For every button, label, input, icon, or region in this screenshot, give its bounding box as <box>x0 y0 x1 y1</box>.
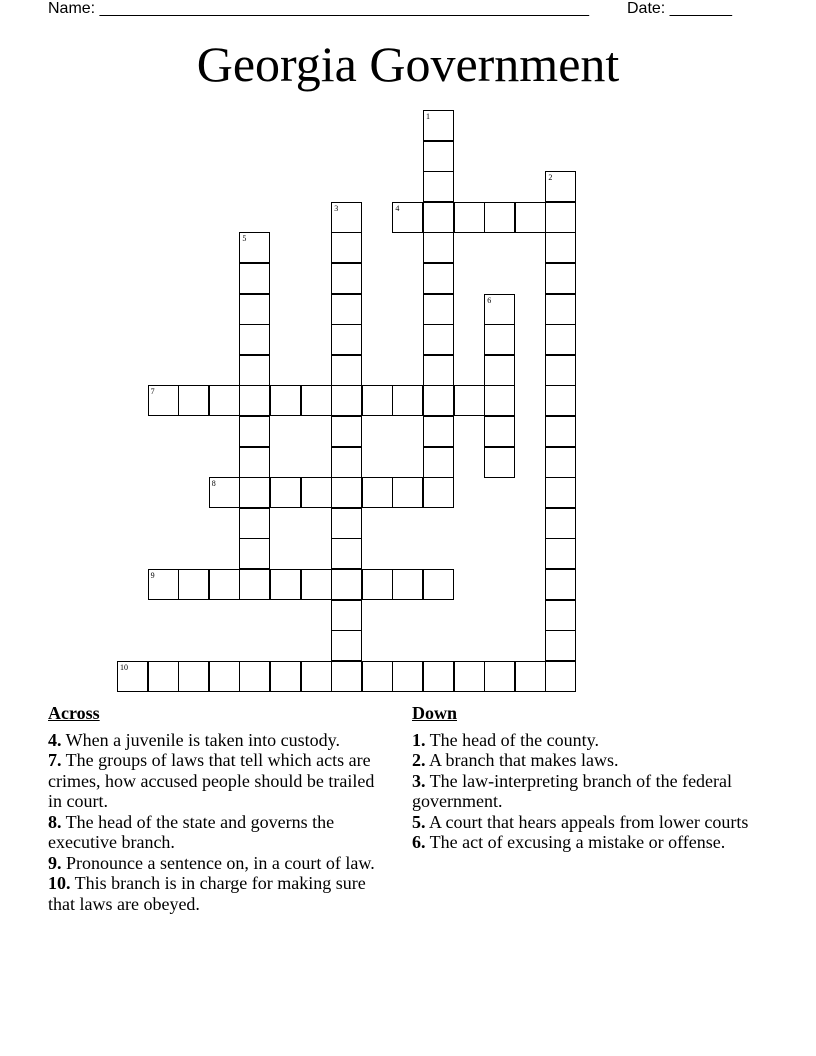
grid-cell[interactable] <box>423 263 454 294</box>
down-heading: Down <box>412 703 458 723</box>
grid-cell[interactable] <box>331 477 362 508</box>
grid-cell[interactable] <box>423 171 454 202</box>
grid-cell[interactable] <box>270 661 301 692</box>
clue-text: The law-interpreting branch of the federal government. <box>412 770 733 811</box>
grid-cell[interactable] <box>331 569 362 600</box>
cell-number: 6 <box>487 295 492 305</box>
grid-cell[interactable] <box>423 355 454 386</box>
grid-cell[interactable] <box>178 569 209 600</box>
grid-cell[interactable] <box>423 447 454 478</box>
grid-cell[interactable] <box>392 569 423 600</box>
grid-cell[interactable] <box>545 538 576 569</box>
grid-cell[interactable] <box>209 477 240 508</box>
grid-cell[interactable] <box>362 477 393 508</box>
grid-cell[interactable] <box>454 661 485 692</box>
grid-cell[interactable] <box>545 232 576 263</box>
grid-cell[interactable] <box>545 477 576 508</box>
grid-cell[interactable] <box>423 294 454 325</box>
clue-text: A branch that makes laws. <box>425 750 619 770</box>
grid-cell[interactable] <box>270 385 301 416</box>
date-field-label: Date: _______ <box>627 0 732 17</box>
grid-cell[interactable] <box>454 385 485 416</box>
grid-cell[interactable] <box>545 630 576 661</box>
grid-cell[interactable] <box>423 661 454 692</box>
grid-cell[interactable] <box>545 171 576 202</box>
grid-cell[interactable] <box>545 569 576 600</box>
grid-cell[interactable] <box>239 477 270 508</box>
grid-cell[interactable] <box>545 355 576 386</box>
grid-cell[interactable] <box>331 538 362 569</box>
grid-cell[interactable] <box>545 416 576 447</box>
grid-cell[interactable] <box>331 385 362 416</box>
grid-cell[interactable] <box>545 600 576 631</box>
grid-cell[interactable] <box>545 202 576 233</box>
cell-number: 1 <box>426 112 430 121</box>
grid-cell[interactable] <box>331 232 362 263</box>
grid-cell[interactable] <box>178 661 209 692</box>
grid-cell[interactable] <box>239 324 270 355</box>
across-clue-7 <box>48 750 388 812</box>
grid-cell[interactable] <box>392 661 423 692</box>
cell-number: 5 <box>242 234 247 244</box>
cell-number: 4 <box>395 203 400 213</box>
grid-cell[interactable] <box>239 232 270 263</box>
grid-cell[interactable] <box>331 202 362 233</box>
clue-number: 1. <box>412 729 426 750</box>
cell-number: 2 <box>548 173 553 183</box>
grid-cell[interactable] <box>423 477 454 508</box>
grid-cell[interactable] <box>148 569 179 600</box>
grid-cell[interactable] <box>484 661 515 692</box>
grid-cell[interactable] <box>270 569 301 600</box>
grid-cell[interactable] <box>423 232 454 263</box>
grid-cell[interactable] <box>331 630 362 661</box>
clue-number: 7. <box>48 750 62 770</box>
grid-cell[interactable] <box>239 294 270 325</box>
across-clue-9 <box>48 853 388 874</box>
grid-cell[interactable] <box>239 538 270 569</box>
grid-cell[interactable] <box>239 569 270 600</box>
grid-cell[interactable] <box>423 202 454 233</box>
grid-cell[interactable] <box>545 661 576 692</box>
grid-cell[interactable] <box>239 355 270 386</box>
grid-cell[interactable] <box>301 661 332 692</box>
grid-cell[interactable] <box>423 569 454 600</box>
grid-cell[interactable] <box>484 447 515 478</box>
clue-number: 4. <box>48 729 62 750</box>
grid-cell[interactable] <box>209 569 240 600</box>
grid-cell[interactable] <box>423 416 454 447</box>
across-clue-4 <box>48 730 388 751</box>
clue-number: 6. <box>412 832 426 852</box>
grid-cell[interactable] <box>362 569 393 600</box>
down-clue-5 <box>412 812 752 833</box>
grid-cell[interactable] <box>545 294 576 325</box>
grid-cell[interactable] <box>301 569 332 600</box>
grid-cell[interactable] <box>239 263 270 294</box>
grid-cell[interactable] <box>545 447 576 478</box>
grid-cell[interactable] <box>515 202 546 233</box>
grid-cell[interactable] <box>392 385 423 416</box>
clue-number: 5. <box>412 811 426 832</box>
cell-number: 10 <box>120 662 128 672</box>
grid-cell[interactable] <box>392 202 423 233</box>
grid-cell[interactable] <box>148 661 179 692</box>
clue-number: 2. <box>412 750 426 770</box>
grid-cell[interactable] <box>239 385 270 416</box>
grid-cell[interactable] <box>331 355 362 386</box>
grid-cell[interactable] <box>423 385 454 416</box>
clue-text: The act of excusing a mistake or offense. <box>425 832 726 852</box>
clue-text: The head of the county. <box>425 729 599 750</box>
grid-cell[interactable] <box>331 447 362 478</box>
clue-text: When a juvenile is taken into custody. <box>61 729 340 750</box>
grid-cell[interactable] <box>331 294 362 325</box>
grid-cell[interactable] <box>484 324 515 355</box>
grid-cell[interactable] <box>239 508 270 539</box>
across-clues <box>48 703 388 914</box>
grid-cell[interactable] <box>423 141 454 172</box>
grid-cell[interactable] <box>239 447 270 478</box>
grid-cell[interactable] <box>270 477 301 508</box>
grid-cell[interactable] <box>331 661 362 692</box>
grid-cell[interactable] <box>545 508 576 539</box>
grid-cell[interactable] <box>117 661 148 692</box>
grid-cell[interactable] <box>454 202 485 233</box>
grid-cell[interactable] <box>484 202 515 233</box>
name-field-label: Name: _______________________________________________________ <box>48 0 589 17</box>
across-clue-10 <box>48 873 388 914</box>
grid-cell[interactable] <box>545 263 576 294</box>
cell-number: 3 <box>334 203 339 213</box>
grid-cell[interactable] <box>484 355 515 386</box>
grid-cell[interactable] <box>148 385 179 416</box>
grid-cell[interactable] <box>209 661 240 692</box>
clue-number: 10. <box>48 873 71 893</box>
grid-cell[interactable] <box>362 385 393 416</box>
puzzle-title: Georgia Government <box>196 36 620 92</box>
grid-cell[interactable] <box>484 294 515 325</box>
grid-cell[interactable] <box>301 477 332 508</box>
clue-number: 9. <box>48 852 62 873</box>
clue-text: Pronounce a sentence on, in a court of law. <box>61 852 375 873</box>
cell-number: 8 <box>211 479 216 489</box>
grid-cell[interactable] <box>331 508 362 539</box>
grid-cell[interactable] <box>331 263 362 294</box>
across-clue-8 <box>48 812 388 853</box>
grid-cell[interactable] <box>545 324 576 355</box>
down-clue-3 <box>412 771 752 812</box>
clue-text: The head of the state and governs the executive branch. <box>48 811 335 852</box>
grid-cell[interactable] <box>423 110 454 141</box>
clue-number: 8. <box>48 811 62 832</box>
clue-number: 3. <box>412 770 426 791</box>
grid-cell[interactable] <box>178 385 209 416</box>
clue-text: The groups of laws that tell which acts are crimes, how accused people should be trailed in court. <box>48 750 375 811</box>
across-heading: Across <box>48 703 100 723</box>
grid-cell[interactable] <box>209 385 240 416</box>
down-clue-2 <box>412 750 752 771</box>
cell-number: 9 <box>150 571 155 580</box>
grid-cell[interactable] <box>331 324 362 355</box>
grid-cell[interactable] <box>484 416 515 447</box>
down-clues <box>412 703 752 853</box>
grid-cell[interactable] <box>239 416 270 447</box>
grid-cell[interactable] <box>423 324 454 355</box>
grid-cell[interactable] <box>239 661 270 692</box>
grid-cell[interactable] <box>515 661 546 692</box>
cell-number: 7 <box>150 387 155 397</box>
grid-cell[interactable] <box>331 416 362 447</box>
grid-cell[interactable] <box>392 477 423 508</box>
down-clue-6 <box>412 832 752 853</box>
grid-cell[interactable] <box>331 600 362 631</box>
grid-cell[interactable] <box>362 661 393 692</box>
clue-text: A court that hears appeals from lower courts <box>425 811 749 832</box>
clue-text: This branch is in charge for making sure that laws are obeyed. <box>48 873 366 914</box>
grid-cell[interactable] <box>301 385 332 416</box>
down-clue-1 <box>412 730 752 751</box>
grid-cell[interactable] <box>484 385 515 416</box>
grid-cell[interactable] <box>545 385 576 416</box>
